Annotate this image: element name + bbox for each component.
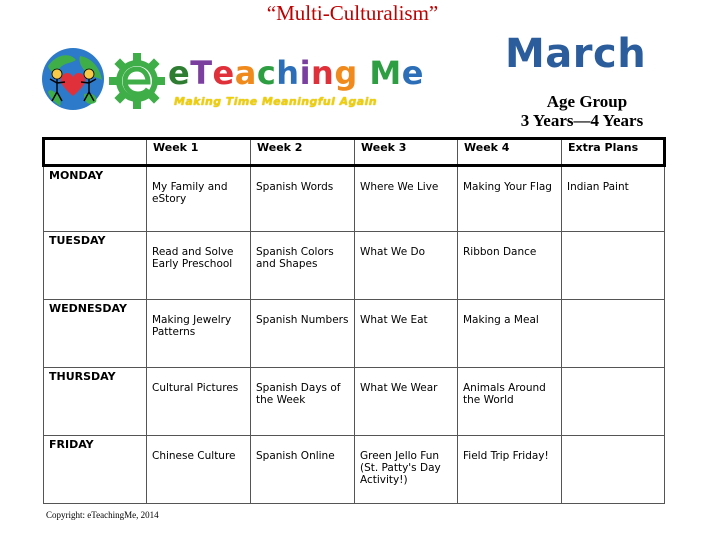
header-week-2: Week 2 — [251, 139, 355, 166]
table-cell: Green Jello Fun (St. Patty's Day Activity!) — [355, 436, 458, 504]
table-cell: Spanish Days of the Week — [251, 368, 355, 436]
table-cell: Making Your Flag — [458, 166, 562, 232]
table-cell: Ribbon Dance — [458, 232, 562, 300]
header-week-1: Week 1 — [147, 139, 251, 166]
table-cell — [562, 232, 665, 300]
calendar-row-tuesday — [44, 232, 665, 300]
header-extra-plans: Extra Plans — [562, 139, 665, 166]
table-cell: What We Do — [355, 232, 458, 300]
table-cell: Spanish Colors and Shapes — [251, 232, 355, 300]
copyright-notice: Copyright: eTeachingMe, 2014 — [46, 510, 159, 520]
brand-letter: e — [168, 54, 191, 92]
table-cell: Read and Solve Early Preschool — [147, 232, 251, 300]
brand-name — [168, 54, 424, 92]
brand-letter: T — [190, 54, 213, 92]
brand-letter: g — [334, 54, 358, 92]
brand-letter: e — [401, 54, 424, 92]
calendar-header-row — [44, 139, 665, 166]
table-cell: Indian Paint — [562, 166, 665, 232]
day-label: TUESDAY — [44, 232, 147, 300]
gear-e-logo-icon — [108, 52, 166, 110]
table-cell: What We Wear — [355, 368, 458, 436]
brand-letter: n — [311, 54, 335, 92]
day-label: MONDAY — [44, 166, 147, 232]
age-group-range: 3 Years—4 Years — [520, 111, 644, 130]
table-cell — [562, 368, 665, 436]
table-cell: Field Trip Friday! — [458, 436, 562, 504]
lesson-calendar-table — [42, 137, 666, 504]
table-cell — [562, 436, 665, 504]
table-cell: What We Eat — [355, 300, 458, 368]
brand-letter: h — [276, 54, 300, 92]
calendar-row-wednesday — [44, 300, 665, 368]
table-cell: Cultural Pictures — [147, 368, 251, 436]
day-label: WEDNESDAY — [44, 300, 147, 368]
brand-letter: a — [234, 54, 257, 92]
table-cell: Where We Live — [355, 166, 458, 232]
age-group-label: Age Group — [546, 92, 628, 111]
brand-letter: M — [369, 54, 402, 92]
table-cell: Making a Meal — [458, 300, 562, 368]
brand-letter — [358, 54, 370, 92]
theme-title: “Multi-Culturalism” — [266, 1, 439, 25]
table-cell: Chinese Culture — [147, 436, 251, 504]
table-cell: My Family and eStory — [147, 166, 251, 232]
brand-letter: i — [299, 54, 312, 92]
table-cell: Making Jewelry Patterns — [147, 300, 251, 368]
brand-letter: e — [212, 54, 235, 92]
table-cell: Spanish Words — [251, 166, 355, 232]
table-cell: Animals Around the World — [458, 368, 562, 436]
header-week-3: Week 3 — [355, 139, 458, 166]
brand-tagline: Making Time Meaningful Again — [174, 95, 377, 108]
brand-letter: c — [256, 54, 277, 92]
calendar-row-friday — [44, 436, 665, 504]
header-corner — [44, 139, 147, 166]
table-cell — [562, 300, 665, 368]
month-title: March — [505, 31, 647, 77]
calendar-row-thursday — [44, 368, 665, 436]
day-label: FRIDAY — [44, 436, 147, 504]
calendar-row-monday — [44, 166, 665, 232]
table-cell: Spanish Numbers — [251, 300, 355, 368]
header-week-4: Week 4 — [458, 139, 562, 166]
table-cell: Spanish Online — [251, 436, 355, 504]
day-label: THURSDAY — [44, 368, 147, 436]
globe-kids-logo-icon — [40, 46, 106, 112]
